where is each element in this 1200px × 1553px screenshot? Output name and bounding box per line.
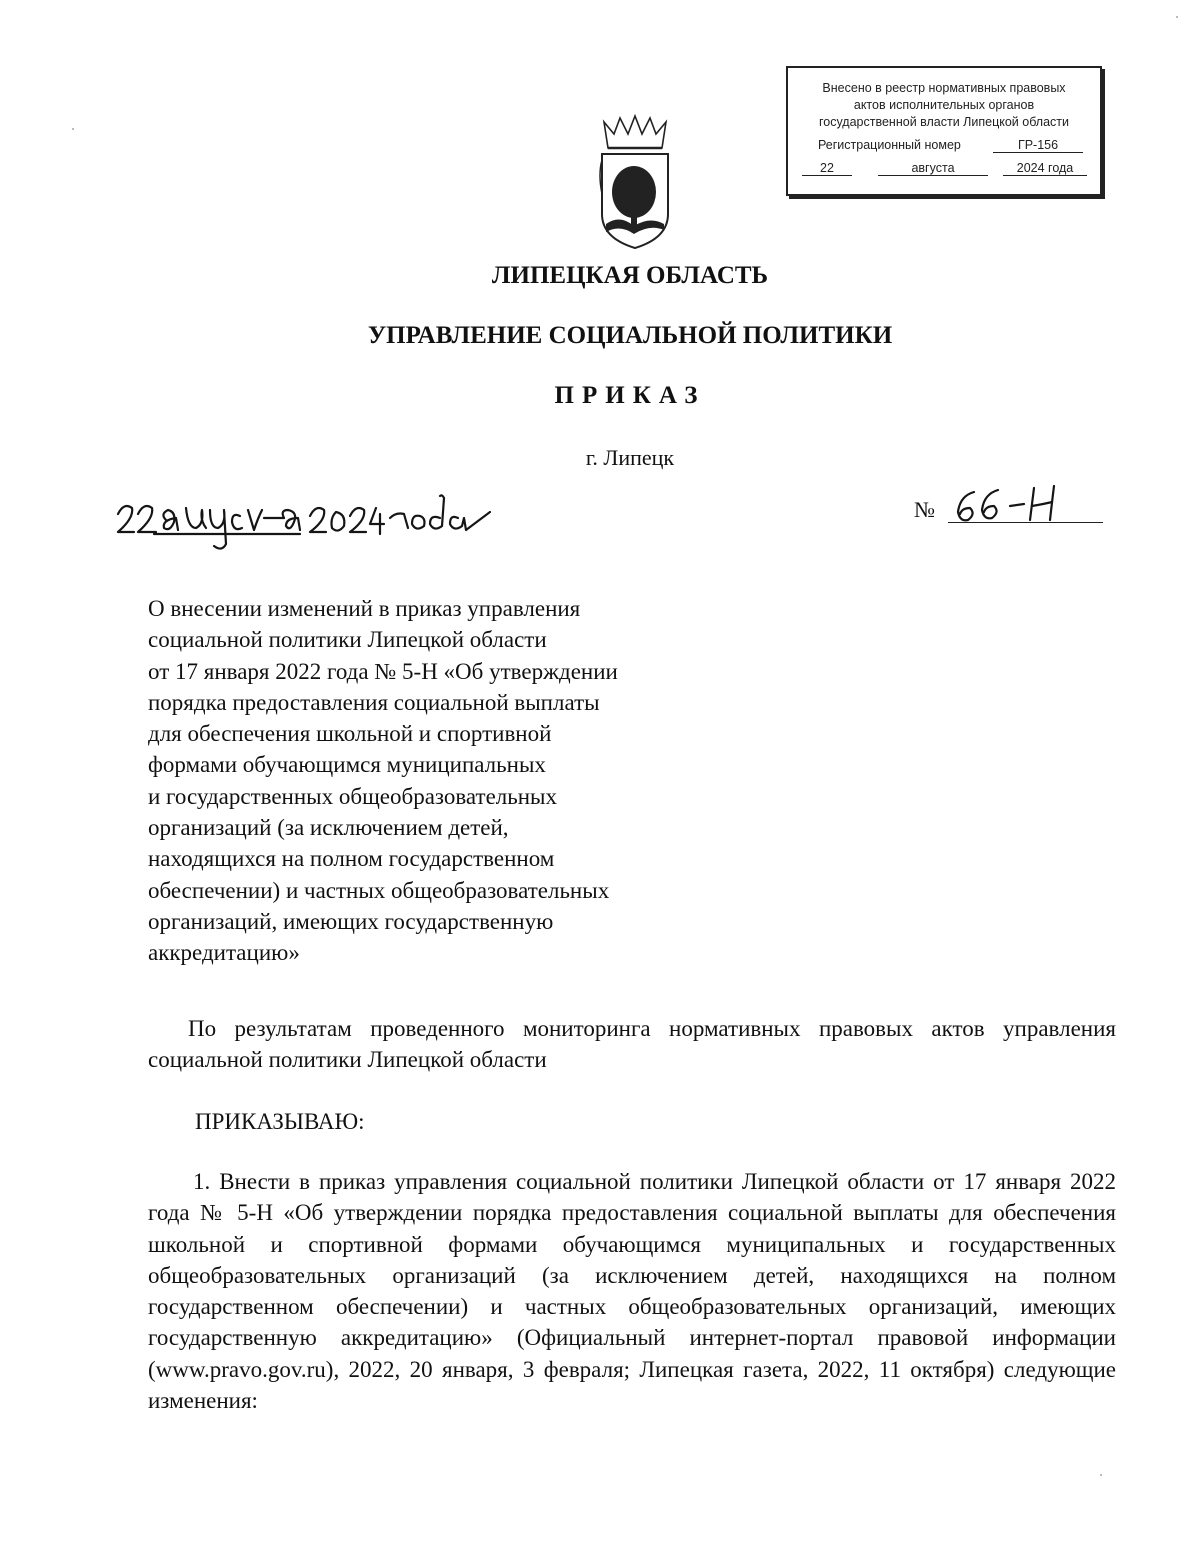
number-sign: № — [914, 497, 935, 522]
subject-line: для обеспечения школьной и спортивной — [148, 721, 552, 747]
subject-line: социальной политики Липецкой области — [148, 627, 547, 653]
stamp-line-3: государственной власти Липецкой области — [818, 115, 1070, 129]
city: г. Липецк — [585, 445, 675, 470]
scan-speck — [1176, 16, 1178, 18]
scan-speck — [1100, 1474, 1102, 1476]
stamp-month: августа — [878, 161, 988, 176]
coat-of-arms-icon — [596, 114, 674, 250]
order-word: ПРИКАЗЫВАЮ: — [195, 1109, 365, 1134]
scan-speck — [72, 128, 74, 130]
subject-line: и государственных общеобразовательных — [148, 783, 558, 809]
subject-line: формами обучающимся муниципальных — [148, 752, 546, 778]
stamp-line-2: актов исполнительных органов — [853, 98, 1035, 112]
order-subject — [148, 593, 708, 969]
department-title: УПРАВЛЕНИЕ СОЦИАЛЬНОЙ ПОЛИТИКИ — [367, 322, 893, 349]
subject-line: находящихся на полном государственном — [148, 846, 555, 872]
subject-line: организаций (за исключением детей, — [148, 815, 509, 841]
handwritten-number — [952, 480, 1062, 530]
registry-stamp — [786, 66, 1102, 196]
region-title: ЛИПЕЦКАЯ ОБЛАСТЬ — [491, 262, 769, 289]
stamp-reg-number: ГР-156 — [993, 138, 1083, 153]
item-1-paragraph: 1. Внести в приказ управления социальной политики Липецкой области от 17 января 2022 года № 5-Н «Об утверждении порядка предоставления социальной выплаты для обеспечения школьной и спортивной формами обучающимся муниципальных и государственных общеобразовательных организаций (за исключением детей, находящихся на полном государственном обеспечении) и частных общеобразовательных организаций, имеющих государственную аккредитацию» (Официальный интернет-портал правовой информации (www.pravo.gov.ru), 2022, 20 января, 3 февраля; Липецкая газета, 2022, 11 октября) следующие изменения: — [148, 1169, 1116, 1414]
stamp-line-1: Внесено в реестр нормативных правовых — [822, 81, 1066, 95]
subject-line: обеспечении) и частных общеобразовательных — [148, 877, 610, 903]
subject-line: О внесении изменений в приказ управления — [148, 596, 581, 621]
handwritten-date — [114, 488, 504, 558]
subject-line: организаций, имеющих государственную — [148, 908, 554, 934]
stamp-day: 22 — [802, 161, 852, 176]
subject-line: порядка предоставления социальной выплаты — [148, 689, 600, 715]
document-type: ПРИКАЗ — [554, 382, 706, 409]
subject-line: аккредитацию» — [148, 940, 300, 966]
stamp-reg-label: Регистрационный номер — [818, 138, 961, 152]
subject-line: от 17 января 2022 года № 5-Н «Об утверждении — [148, 658, 618, 684]
stamp-year: 2024 года — [1003, 161, 1087, 176]
preamble-paragraph: По результатам проведенного мониторинга нормативных правовых актов управления социальной политики Липецкой области — [148, 1016, 1116, 1073]
